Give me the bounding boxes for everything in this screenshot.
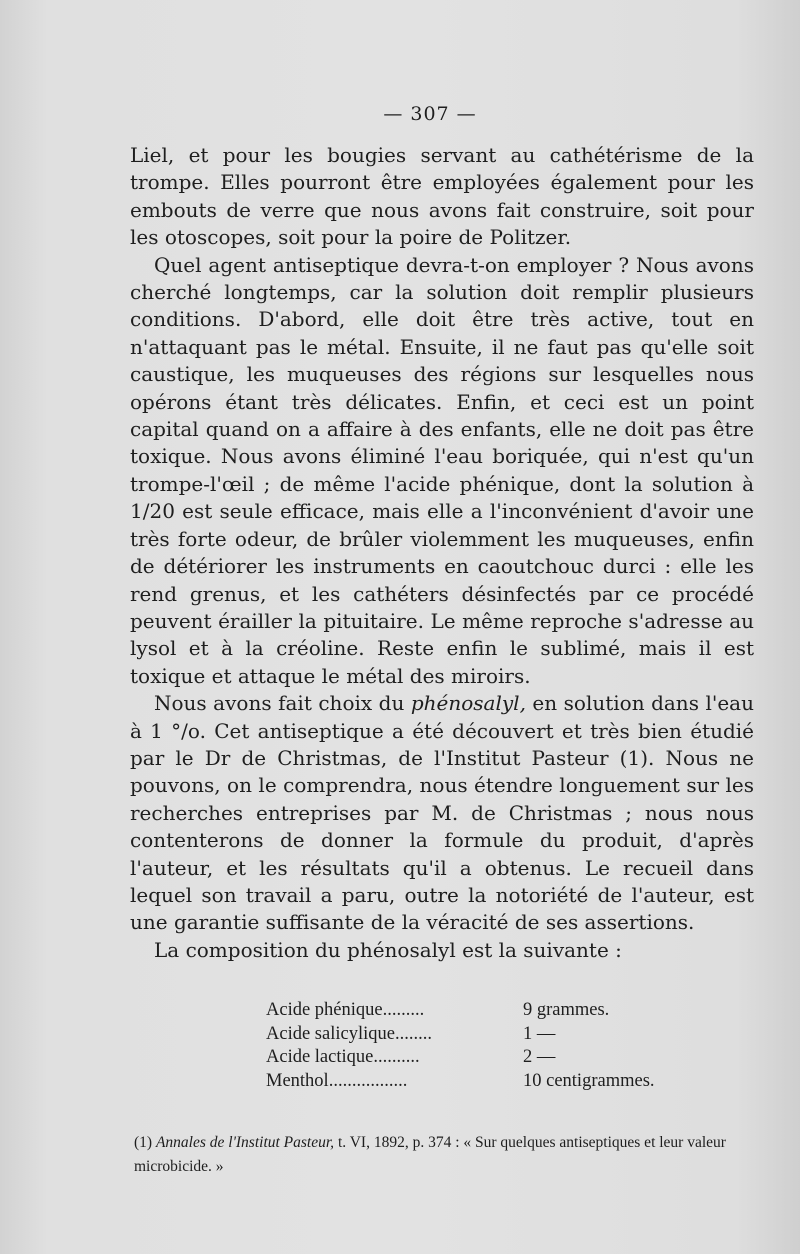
paragraph-3 xyxy=(130,690,754,937)
ingredient-name: Acide lactique.......... xyxy=(266,1047,420,1068)
ingredient-quantity: 2 — xyxy=(523,1047,556,1068)
composition-row xyxy=(266,1070,726,1094)
page-number: — 307 — xyxy=(383,103,477,125)
composition-table xyxy=(266,999,726,1093)
composition-row xyxy=(266,999,726,1023)
ingredient-name: Menthol................. xyxy=(266,1070,408,1091)
paragraph-2: Quel agent antiseptique devra-t-on employer ? Nous avons cherché longtemps, car la solution doit remplir plusieurs conditions. D'abord, elle doit être très active, tout en n'attaquant pas le métal. Ensuite, il ne faut pas qu'elle soit caustique, les muqueuses des régions sur lesquelles nous opérons étant très délicates. Enfin, et ceci est un point capital quand on a affaire à des enfants, elle ne doit pas être toxique. Nous avons éliminé l'eau boriquée, qui n'est qu'un trompe-l'œil ; de même l'acide phénique, dont la solution à 1/20 est seule efficace, mais elle a l'inconvénient d'avoir une très forte odeur, de brûler violemment les muqueuses, enfin de détériorer les instruments en caoutchouc durci : elle les rend grenus, et les cathéters désinfectés par ce procédé peuvent érailler la pituitaire. Le même reproche s'adresse au lysol et à la créoline. Reste enfin le sublimé, mais il est toxique et attaque le métal des miroirs. xyxy=(130,252,754,688)
composition-row xyxy=(266,1023,726,1047)
ingredient-name: Acide phénique......... xyxy=(266,1000,425,1020)
ingredient-name: Acide salicylique........ xyxy=(266,1023,432,1044)
paragraph-3-start: Nous avons fait choix du xyxy=(154,691,411,716)
body-text xyxy=(130,142,754,964)
ingredient-quantity: 1 — xyxy=(523,1023,556,1044)
ingredient-quantity: 10 centigrammes. xyxy=(523,1070,655,1091)
footnote-marker: (1) xyxy=(134,1134,153,1151)
paragraph-1: Liel, et pour les bougies servant au cathétérisme de la trompe. Elles pourront être employées également pour les embouts de verre que nous avons fait construire, soit pour les otoscopes, soit pour la poire de Politzer. xyxy=(130,143,754,250)
paragraph-3-rest: en solution dans l'eau à 1 °/o. Cet antiseptique a été découvert et très bien étudié par le Dr de Christmas, de l'Institut Pasteur (1). Nous ne pouvons, on le comprendra, nous étendre longuement sur les recherches entreprises par M. de Christmas ; nous nous contenterons de donner la formule du produit, d'après l'auteur, et les résultats qu'il a obtenus. Le recueil dans lequel son travail a paru, outre la notoriété de l'auteur, est une garantie suffisante de la véracité de ses assertions. xyxy=(130,691,754,935)
paragraph-4: La composition du phénosalyl est la suivante : xyxy=(154,937,622,962)
footnote-source: Annales de l'Institut Pasteur, xyxy=(155,1134,335,1151)
composition-row xyxy=(266,1046,726,1070)
footnote xyxy=(134,1131,774,1179)
phenosalyl-emphasis: phénosalyl, xyxy=(410,691,526,716)
ingredient-quantity: 9 grammes. xyxy=(523,1000,610,1020)
footnote-text: t. VI, 1892, p. 374 : « Sur quelques antiseptiques et leur valeur microbicide. » xyxy=(134,1134,726,1175)
